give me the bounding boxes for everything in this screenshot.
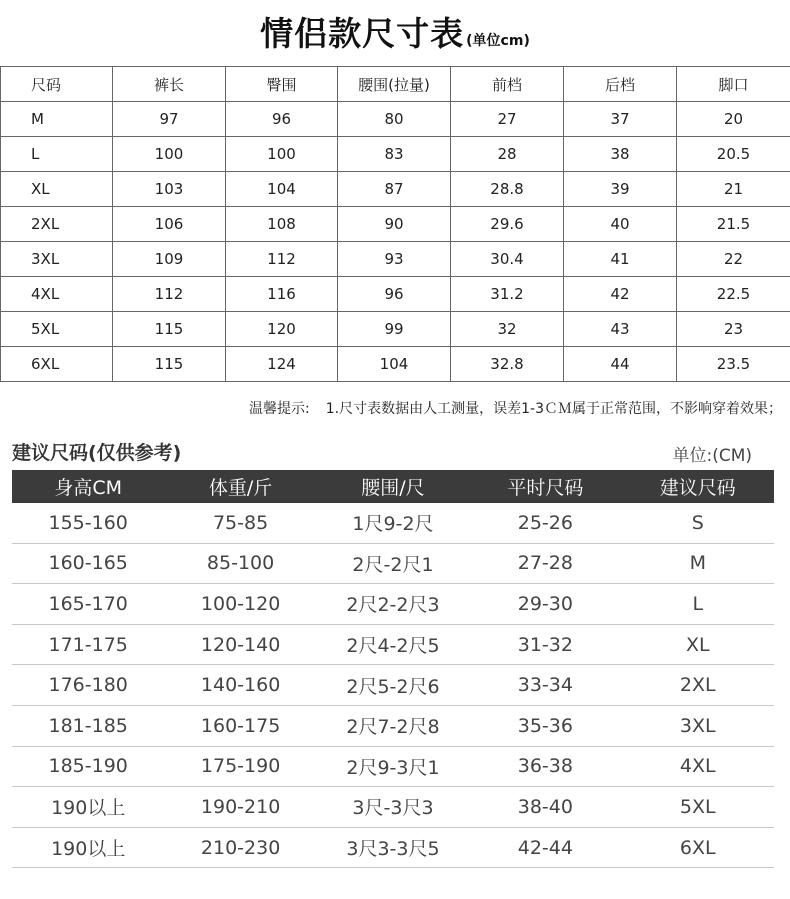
page-title-block	[0, 8, 790, 55]
note-text: 1.尺寸表数据由人工测量，误差1-3ＣＭ属于正常范围，不影响穿着效果；	[325, 401, 782, 417]
size-header-cell: 脚口	[677, 67, 790, 102]
size-table-cell: 21	[677, 172, 790, 207]
size-table-cell: 43	[564, 312, 677, 347]
size-table-row	[1, 347, 790, 382]
recommend-unit: 单位:(CM)	[672, 446, 752, 466]
size-table	[0, 66, 790, 382]
size-table-row	[1, 277, 790, 312]
recommend-table-cell: 85-100	[164, 543, 316, 584]
size-table-cell: 20.5	[677, 137, 790, 172]
recommend-table-cell: 185-190	[12, 746, 164, 787]
size-table-cell: 104	[226, 172, 338, 207]
recommend-table-cell: 33-34	[469, 665, 621, 706]
recommend-table-cell: 5XL	[622, 787, 774, 828]
size-table-cell: 3XL	[1, 242, 113, 277]
recommend-table-cell: 75-85	[164, 503, 316, 543]
recommend-table-cell: 3尺3-3尺5	[317, 827, 469, 868]
recommend-table-cell: 140-160	[164, 665, 316, 706]
size-table-row	[1, 312, 790, 347]
size-table-cell: 124	[226, 347, 338, 382]
recommend-table-cell: S	[622, 503, 774, 543]
recommend-table-row	[12, 787, 774, 828]
size-table-body	[1, 102, 790, 382]
title-unit: (单位cm)	[466, 33, 530, 49]
recommend-table-row	[12, 503, 774, 543]
size-table-cell: 99	[338, 312, 451, 347]
size-header-cell: 后档	[564, 67, 677, 102]
size-table-cell: 42	[564, 277, 677, 312]
size-table-cell: 104	[338, 347, 451, 382]
recommend-table-cell: 2尺4-2尺5	[317, 624, 469, 665]
size-table-cell: 29.6	[451, 207, 564, 242]
recommend-table-cell: 175-190	[164, 746, 316, 787]
recommend-header-cell: 平时尺码	[469, 470, 621, 503]
size-table-cell: 103	[113, 172, 226, 207]
recommend-table-row	[12, 624, 774, 665]
recommend-table-row	[12, 665, 774, 706]
recommend-table-cell: 2尺9-3尺1	[317, 746, 469, 787]
size-header-cell: 裤长	[113, 67, 226, 102]
recommend-table-cell: 1尺9-2尺	[317, 503, 469, 543]
recommend-table-cell: XL	[622, 624, 774, 665]
size-table-header	[1, 67, 790, 102]
recommend-table-cell: 190-210	[164, 787, 316, 828]
size-header-cell: 尺码	[1, 67, 113, 102]
size-table-row	[1, 102, 790, 137]
size-table-cell: 23.5	[677, 347, 790, 382]
size-table-cell: 31.2	[451, 277, 564, 312]
size-table-cell: 120	[226, 312, 338, 347]
recommend-table-cell: 181-185	[12, 705, 164, 746]
recommend-table-row	[12, 827, 774, 868]
recommend-header-cell: 建议尺码	[622, 470, 774, 503]
size-table-cell: 37	[564, 102, 677, 137]
recommend-table	[12, 470, 774, 868]
size-header-cell: 腰围(拉量)	[338, 67, 451, 102]
recommend-table-cell: 165-170	[12, 584, 164, 625]
recommend-header-cell: 体重/斤	[164, 470, 316, 503]
size-table-cell: 93	[338, 242, 451, 277]
recommend-table-cell: 210-230	[164, 827, 316, 868]
recommend-table-cell: L	[622, 584, 774, 625]
size-table-row	[1, 172, 790, 207]
recommend-table-cell: 42-44	[469, 827, 621, 868]
recommend-header-cell: 腰围/尺	[317, 470, 469, 503]
size-table-cell: 112	[226, 242, 338, 277]
recommend-table-cell: 160-175	[164, 705, 316, 746]
recommend-table-cell: 176-180	[12, 665, 164, 706]
size-table-row	[1, 137, 790, 172]
recommend-table-cell: 31-32	[469, 624, 621, 665]
size-table-row	[1, 207, 790, 242]
size-table-cell: 96	[226, 102, 338, 137]
recommend-table-cell: 29-30	[469, 584, 621, 625]
size-table-cell: 39	[564, 172, 677, 207]
size-table-cell: 21.5	[677, 207, 790, 242]
recommend-table-cell: 120-140	[164, 624, 316, 665]
size-header-cell: 前档	[451, 67, 564, 102]
size-table-cell: 112	[113, 277, 226, 312]
recommend-table-row	[12, 543, 774, 584]
size-table-cell: 38	[564, 137, 677, 172]
size-table-cell: 28	[451, 137, 564, 172]
recommend-table-cell: 3XL	[622, 705, 774, 746]
recommend-table-body	[12, 503, 774, 868]
size-table-cell: 116	[226, 277, 338, 312]
page-title: 情侣款尺寸表	[260, 14, 465, 53]
note-label: 温馨提示:	[249, 401, 310, 417]
recommend-table-cell: 2XL	[622, 665, 774, 706]
recommend-table-cell: 171-175	[12, 624, 164, 665]
size-table-cell: 28.8	[451, 172, 564, 207]
size-table-cell: 4XL	[1, 277, 113, 312]
size-header-cell: 臀围	[226, 67, 338, 102]
size-table-cell: 22	[677, 242, 790, 277]
recommend-table-cell: 2尺2-2尺3	[317, 584, 469, 625]
recommend-table-cell: 160-165	[12, 543, 164, 584]
recommend-table-cell: 190以上	[12, 787, 164, 828]
size-table-cell: 2XL	[1, 207, 113, 242]
size-table-cell: 83	[338, 137, 451, 172]
size-table-cell: 32.8	[451, 347, 564, 382]
size-table-cell: 5XL	[1, 312, 113, 347]
measurement-note	[0, 398, 782, 418]
recommend-header-cell: 身高CM	[12, 470, 164, 503]
recommend-table-row	[12, 584, 774, 625]
size-table-cell: 80	[338, 102, 451, 137]
size-table-cell: 23	[677, 312, 790, 347]
size-table-cell: M	[1, 102, 113, 137]
recommend-table-cell: 38-40	[469, 787, 621, 828]
recommend-table-cell: 25-26	[469, 503, 621, 543]
size-table-cell: 22.5	[677, 277, 790, 312]
recommend-table-cell: 4XL	[622, 746, 774, 787]
size-table-cell: 6XL	[1, 347, 113, 382]
recommend-table-cell: 6XL	[622, 827, 774, 868]
recommend-table-cell: 36-38	[469, 746, 621, 787]
size-table-cell: 109	[113, 242, 226, 277]
size-table-cell: 27	[451, 102, 564, 137]
recommend-table-cell: 3尺-3尺3	[317, 787, 469, 828]
size-table-cell: 87	[338, 172, 451, 207]
size-table-cell: 97	[113, 102, 226, 137]
size-table-cell: 115	[113, 347, 226, 382]
recommend-table-cell: 100-120	[164, 584, 316, 625]
size-table-cell: 100	[226, 137, 338, 172]
size-table-cell: 106	[113, 207, 226, 242]
recommend-table-cell: M	[622, 543, 774, 584]
recommend-table-cell: 2尺7-2尺8	[317, 705, 469, 746]
size-table-cell: 100	[113, 137, 226, 172]
size-table-cell: 108	[226, 207, 338, 242]
size-table-cell: 44	[564, 347, 677, 382]
recommend-table-cell: 190以上	[12, 827, 164, 868]
recommend-table-cell: 35-36	[469, 705, 621, 746]
recommend-table-cell: 2尺5-2尺6	[317, 665, 469, 706]
size-table-cell: 20	[677, 102, 790, 137]
recommend-table-cell: 2尺-2尺1	[317, 543, 469, 584]
recommend-table-cell: 27-28	[469, 543, 621, 584]
size-table-cell: 41	[564, 242, 677, 277]
size-table-cell: 32	[451, 312, 564, 347]
recommend-table-row	[12, 705, 774, 746]
recommend-table-cell: 155-160	[12, 503, 164, 543]
size-table-cell: L	[1, 137, 113, 172]
recommend-table-row	[12, 746, 774, 787]
size-table-row	[1, 242, 790, 277]
size-table-cell: 96	[338, 277, 451, 312]
recommend-table-header	[12, 470, 774, 503]
size-table-cell: 30.4	[451, 242, 564, 277]
recommend-title: 建议尺码(仅供参考)	[12, 442, 182, 464]
size-table-cell: XL	[1, 172, 113, 207]
size-table-cell: 115	[113, 312, 226, 347]
size-table-cell: 40	[564, 207, 677, 242]
size-table-cell: 90	[338, 207, 451, 242]
